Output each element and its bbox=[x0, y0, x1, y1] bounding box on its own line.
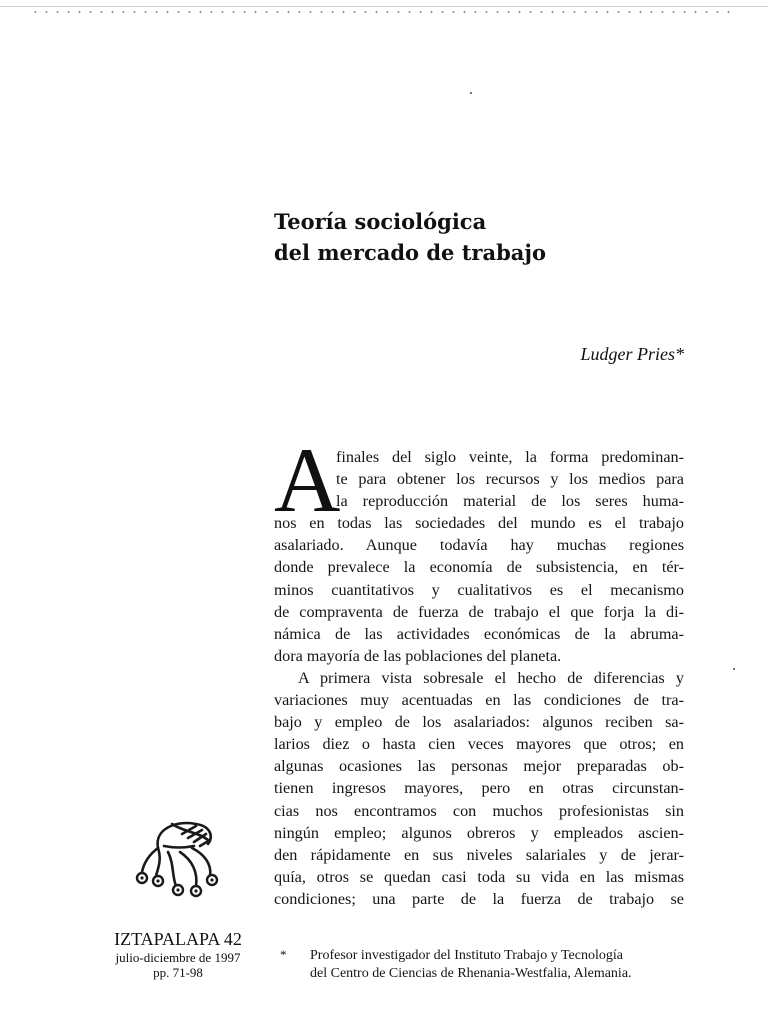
body-line: larios diez o hasta cien veces mayores que otros; en bbox=[274, 735, 684, 754]
body-line: asalariado. Aunque todavía hay muchas regiones bbox=[274, 536, 684, 555]
body-line: A primera vista sobresale el hecho de diferencias y bbox=[298, 668, 684, 687]
body-line: algunas ocasiones las personas mejor preparadas ob- bbox=[274, 757, 684, 776]
footnote-line: Profesor investigador del Instituto Trabajo y Tecnología bbox=[310, 948, 623, 963]
body-line: bajo y empleo de los asalariados: algunos reciben sa- bbox=[274, 713, 684, 732]
scan-dust bbox=[470, 92, 472, 94]
scan-speckles bbox=[30, 10, 730, 14]
body-line: tienen ingresos mayores, pero en otras circunstan- bbox=[274, 779, 684, 798]
body-line: la reproducción material de los seres huma- bbox=[336, 492, 684, 511]
journal-info bbox=[100, 928, 256, 980]
drop-cap: A bbox=[274, 429, 341, 531]
footnote-line: del Centro de Ciencias de Rhenania-Westfalia, Alemania. bbox=[310, 966, 632, 981]
body-line: donde prevalece la economía de subsistencia, en tér- bbox=[274, 558, 684, 577]
body-line: den rápidamente en sus niveles salariales y de jerar- bbox=[274, 845, 684, 864]
body-line: condiciones; una parte de la fuerza de trabajo se bbox=[274, 889, 684, 908]
top-border-line bbox=[0, 6, 768, 7]
journal-logo-glyph bbox=[128, 818, 236, 898]
body-line: nos en todas las sociedades del mundo es el trabajo bbox=[274, 514, 684, 533]
scan-dust bbox=[733, 668, 735, 670]
article-title bbox=[274, 206, 694, 268]
body-line: ningún empleo; algunos obreros y empleados ascien- bbox=[274, 823, 684, 842]
journal-name: IZTAPALAPA 42 bbox=[114, 929, 242, 949]
author-name: Ludger Pries* bbox=[580, 344, 684, 364]
body-line: dora mayoría de las poblaciones del planeta. bbox=[274, 646, 562, 665]
body-line: cias nos encontramos con muchos profesionistas sin bbox=[274, 801, 684, 820]
body-line: de compraventa de fuerza de trabajo el que forja la di- bbox=[274, 602, 684, 621]
body-line: variaciones muy acentuadas en las condiciones de tra- bbox=[274, 691, 684, 710]
footnote bbox=[280, 947, 700, 983]
body-line: te para obtener los recursos y los medios para bbox=[336, 470, 684, 489]
body-line: námica de las actividades económicas de la abruma- bbox=[274, 624, 684, 643]
footnote-mark: * bbox=[280, 947, 287, 962]
title-line-2: del mercado de trabajo bbox=[274, 240, 546, 265]
body-line: finales del siglo veinte, la forma predominan- bbox=[336, 448, 684, 466]
article-body bbox=[274, 429, 684, 910]
body-line: quía, otros se quedan casi toda su vida en las mismas bbox=[274, 867, 684, 886]
body-line: minos cuantitativos y cualitativos es el mecanismo bbox=[274, 580, 684, 599]
journal-date: julio-diciembre de 1997 bbox=[115, 950, 241, 965]
journal-pages: pp. 71-98 bbox=[153, 965, 203, 980]
title-line-1: Teoría sociológica bbox=[274, 209, 487, 234]
footnote-text bbox=[310, 947, 700, 983]
